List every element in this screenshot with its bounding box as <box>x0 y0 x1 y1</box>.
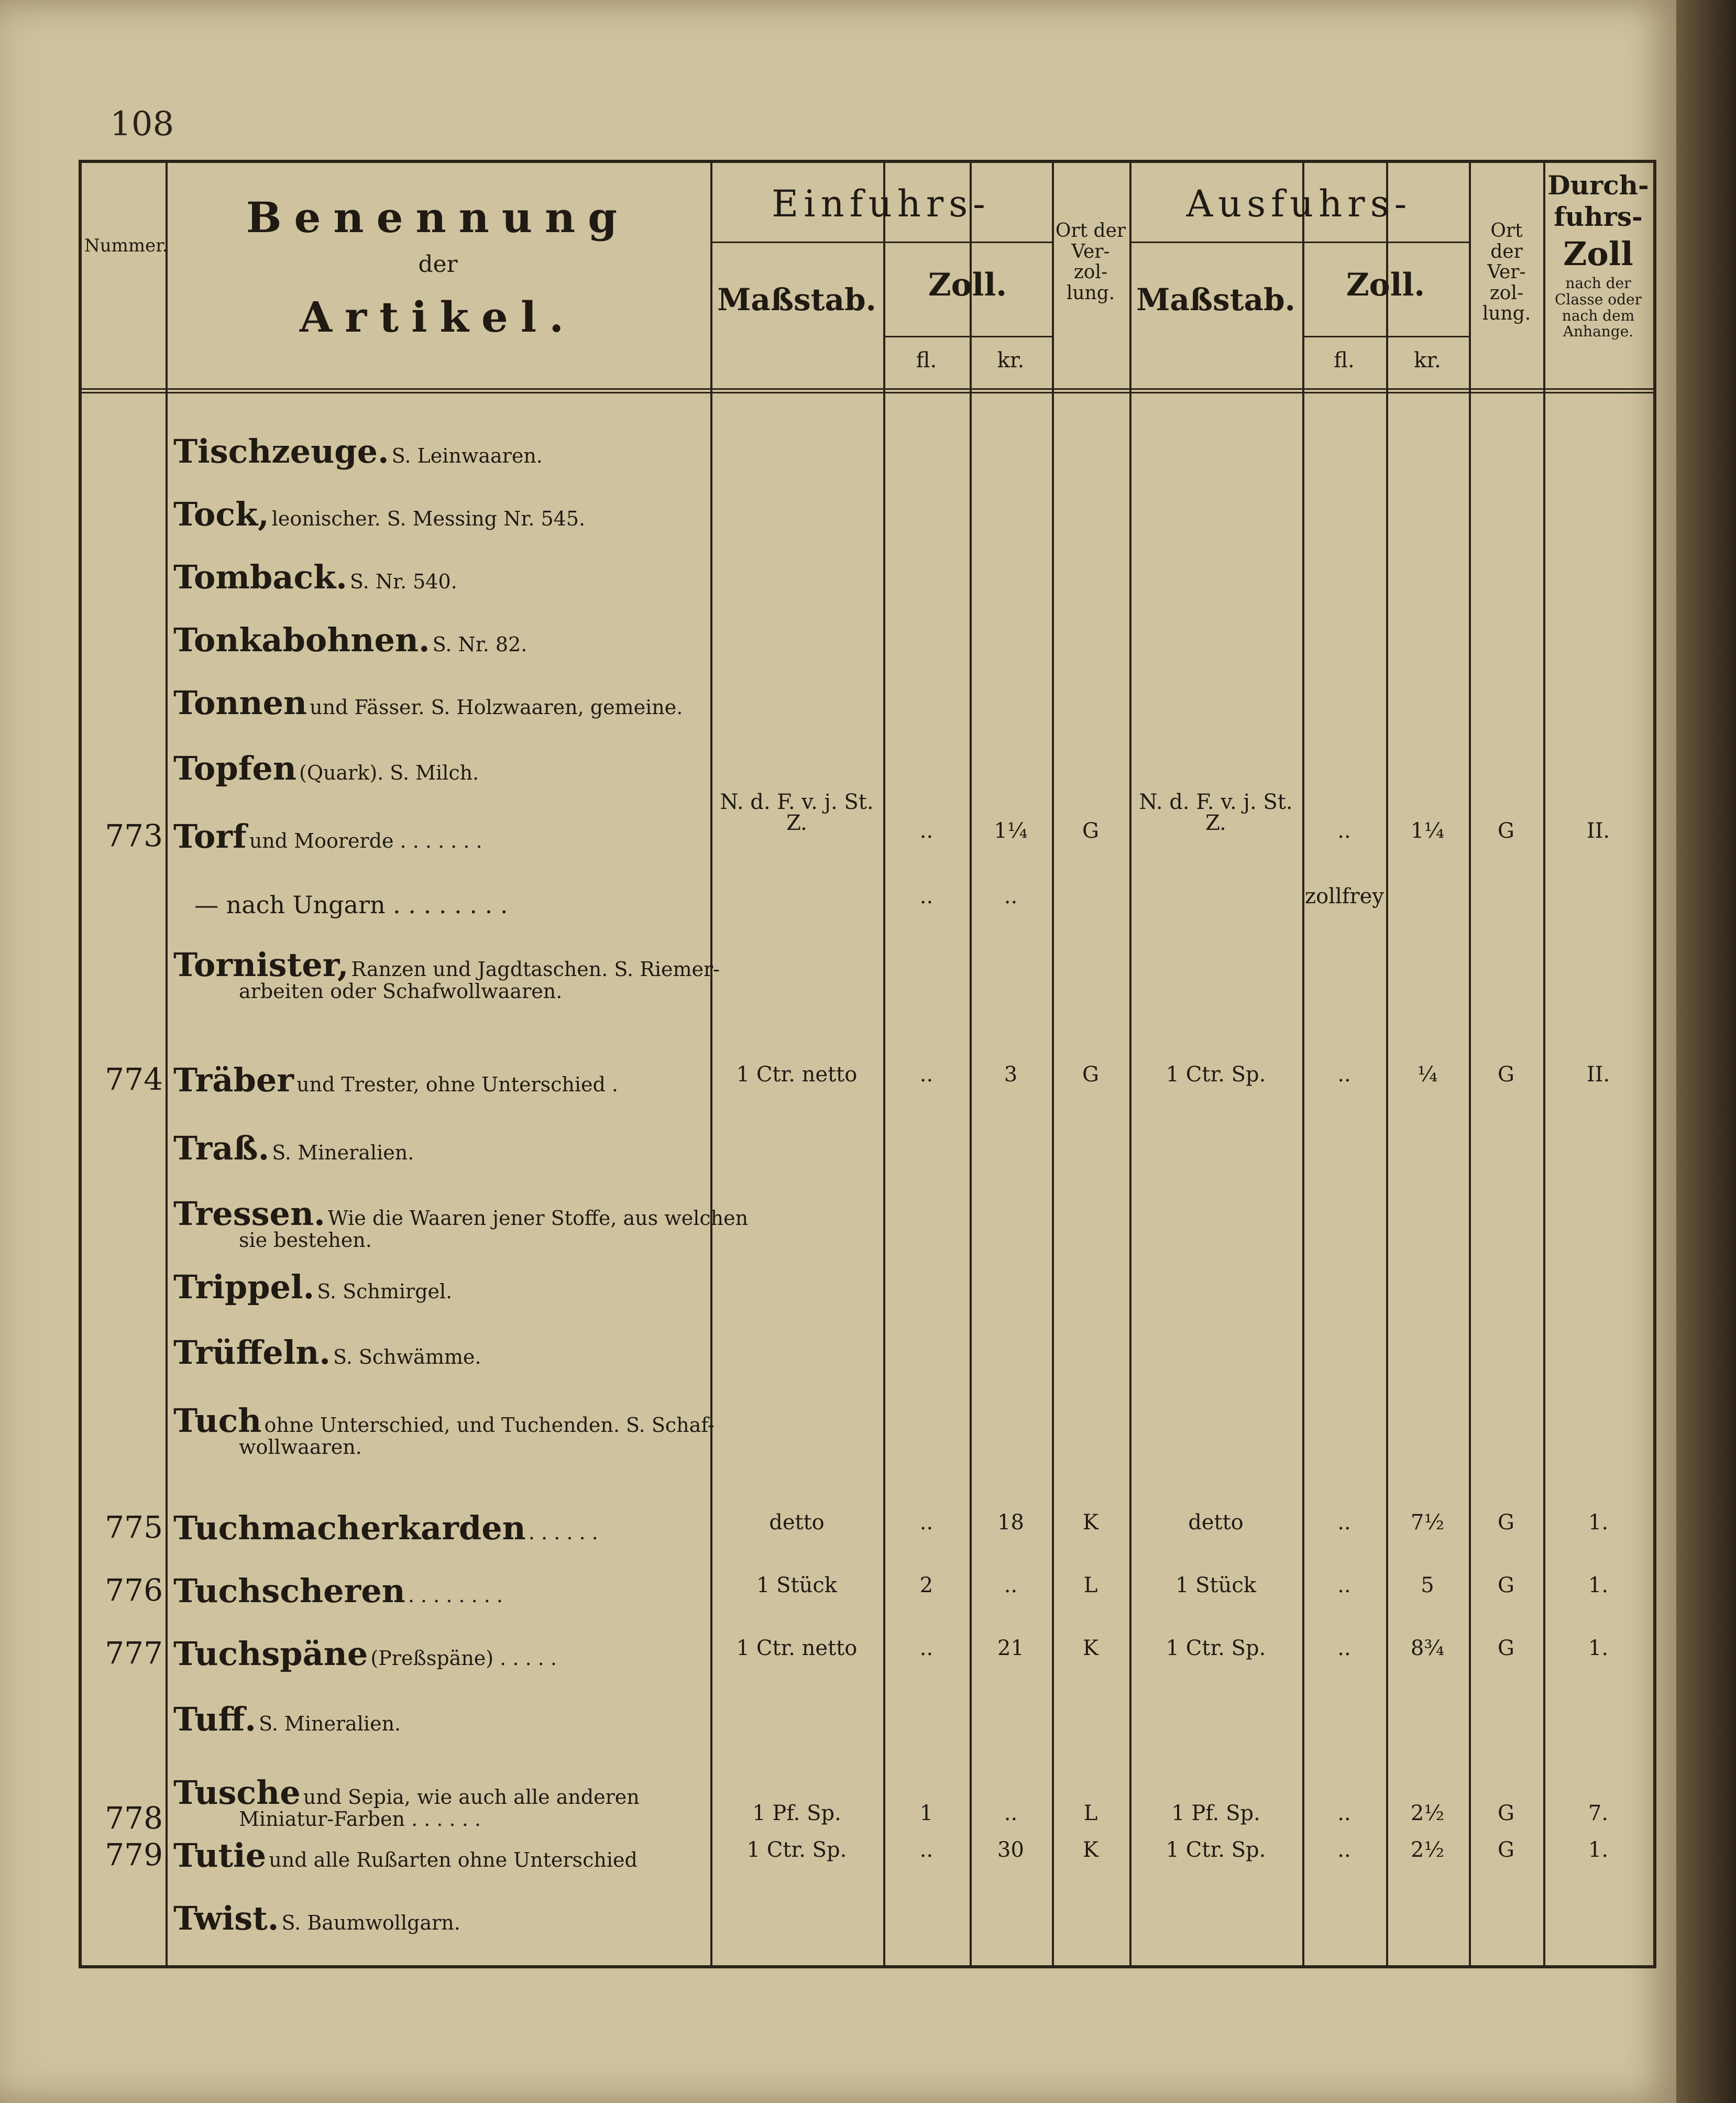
header-rule <box>1129 242 1469 243</box>
header-import-zoll: Zoll. <box>928 267 1007 303</box>
article-name: Tomback. <box>173 558 347 596</box>
article-cell <box>173 1899 702 1937</box>
col-line <box>1469 163 1471 1965</box>
ex-fl-cell: .. <box>1337 1573 1351 1597</box>
tariff-table <box>79 160 1656 1968</box>
article-note: (Quark). S. Milch. <box>299 761 479 784</box>
article-note: und Moorerde . . . . . . . <box>249 829 482 852</box>
header-export-ort: Ort der Ver- zol- lung. <box>1482 220 1531 325</box>
article-name: Trippel. <box>173 1268 315 1306</box>
article-name: Topfen <box>173 749 296 787</box>
num-cell: 774 <box>105 1061 163 1097</box>
header-export: Ausfuhrs- <box>1186 182 1412 225</box>
article-cell <box>173 432 702 470</box>
article-name: Träber <box>173 1061 294 1099</box>
ex-fl-cell: .. <box>1337 1838 1351 1862</box>
header-rule <box>1302 336 1469 337</box>
im-ort-cell: L <box>1083 1801 1098 1825</box>
header-name-line3: Artikel. <box>299 292 577 342</box>
article-note: S. Mineralien. <box>259 1712 401 1735</box>
im-kr-cell: 1¼ <box>994 819 1028 843</box>
article-note: und Fässer. S. Holzwaaren, gemeine. <box>310 696 683 719</box>
article-name: Tornister, <box>173 946 349 984</box>
article-name: Tuff. <box>173 1700 256 1738</box>
header-import-fl: fl. <box>916 348 937 373</box>
article-name: Tuch <box>173 1401 262 1440</box>
col-line <box>1052 163 1054 1965</box>
article-note: und Trester, ohne Unterschied . <box>296 1073 618 1096</box>
header-export-fl: fl. <box>1334 348 1355 373</box>
ex-mass-cell: 1 Ctr. Sp. <box>1166 1636 1266 1660</box>
col-line <box>166 163 168 1965</box>
col-line <box>970 163 972 1965</box>
article-cell <box>173 1268 702 1306</box>
article-note: S. Baumwollgarn. <box>281 1911 460 1934</box>
article-cell <box>173 1129 702 1167</box>
ex-ort-cell: G <box>1498 1801 1514 1825</box>
im-fl-cell: .. <box>919 819 933 843</box>
article-note: S. Leinwaaren. <box>391 444 543 467</box>
header-export-kr: kr. <box>1414 348 1441 373</box>
article-cell <box>173 1401 715 1440</box>
transit-cell: II. <box>1586 819 1610 843</box>
im-ort-cell: K <box>1083 1636 1098 1660</box>
header-export-massstab: Maßstab. <box>1136 282 1295 317</box>
ex-kr-cell: 1¼ <box>1410 819 1445 843</box>
article-name: Twist. <box>173 1899 279 1937</box>
ex-fl-cell: .. <box>1337 1063 1351 1087</box>
article-note: S. Schmirgel. <box>317 1280 453 1303</box>
header-import-ort: Ort der Ver- zol- lung. <box>1055 220 1126 304</box>
im-mass-cell: 1 Ctr. netto <box>736 1063 858 1087</box>
article-cell <box>173 621 702 659</box>
ex-ort-cell: G <box>1498 1838 1514 1862</box>
article-cell <box>173 1635 702 1673</box>
ex-ort-cell: G <box>1498 1573 1514 1597</box>
article-cell <box>173 749 702 787</box>
header-export-zoll: Zoll. <box>1346 267 1425 303</box>
col-line <box>1302 163 1304 1965</box>
article-name: Tuchscheren <box>173 1572 405 1610</box>
article-name: Tusche <box>173 1773 301 1812</box>
header-import-kr: kr. <box>997 348 1025 373</box>
im-fl-cell: .. <box>919 884 933 908</box>
im-kr-cell: 18 <box>997 1510 1024 1535</box>
col-line <box>1386 163 1388 1965</box>
num-cell: 775 <box>105 1509 163 1545</box>
article-note-continued: wollwaaren. <box>239 1436 362 1459</box>
ex-mass-cell: 1 Ctr. Sp. <box>1166 1063 1266 1087</box>
article-cell <box>173 684 702 722</box>
article-note: . . . . . . . . <box>408 1584 503 1607</box>
im-ort-cell: G <box>1082 819 1099 843</box>
article-note: ohne Unterschied, und Tuchenden. S. Schaf- <box>264 1414 715 1437</box>
article-cell <box>173 1061 702 1099</box>
ex-kr-cell: ¼ <box>1417 1063 1438 1087</box>
article-note: Ranzen und Jagdtaschen. S. Riemer- <box>351 958 720 981</box>
ex-kr-cell: 5 <box>1421 1573 1434 1597</box>
col-line <box>883 163 885 1965</box>
article-name: Tutie <box>173 1836 267 1875</box>
article-cell <box>173 495 702 533</box>
ex-kr-cell: 8¾ <box>1410 1636 1445 1660</box>
transit-cell: 7. <box>1588 1801 1609 1825</box>
article-note: und alle Rußarten ohne Unterschied <box>269 1848 638 1871</box>
ex-fl-cell: zollfrey <box>1305 884 1384 908</box>
ex-mass-cell: N. d. F. v. j. St. Z. <box>1139 790 1293 835</box>
header-name-line1: Benennung <box>246 193 630 242</box>
ex-mass-cell: 1 Stück <box>1175 1573 1257 1597</box>
im-kr-cell: 21 <box>997 1636 1024 1660</box>
article-name: Tischzeuge. <box>173 432 389 470</box>
article-name: Torf <box>173 817 247 856</box>
im-fl-cell: .. <box>919 1063 933 1087</box>
ex-kr-cell: 2½ <box>1410 1801 1445 1825</box>
article-note: . . . . . . <box>528 1521 598 1544</box>
header-name-line2: der <box>418 251 458 278</box>
article-note: S. Mineralien. <box>272 1141 414 1164</box>
article-name: Tonkabohnen. <box>173 621 430 659</box>
header-import: Einfuhrs- <box>772 182 991 225</box>
article-name: Tressen. <box>173 1195 325 1233</box>
header-import-massstab: Maßstab. <box>717 282 876 317</box>
article-name: Traß. <box>173 1129 270 1167</box>
header-rule <box>883 336 1052 337</box>
article-name: Tock, <box>173 495 269 533</box>
im-kr-cell: 30 <box>997 1838 1024 1862</box>
article-cell <box>173 1700 702 1738</box>
im-ort-cell: K <box>1083 1838 1098 1862</box>
article-note: und Sepia, wie auch alle anderen <box>303 1786 640 1809</box>
article-note: — nach Ungarn . . . . . . . . <box>194 891 508 919</box>
article-cell <box>173 558 702 596</box>
ex-fl-cell: .. <box>1337 1510 1351 1535</box>
article-note: S. Schwämme. <box>333 1345 481 1368</box>
im-fl-cell: .. <box>919 1510 933 1535</box>
im-kr-cell: .. <box>1004 884 1018 908</box>
ex-mass-cell: 1 Pf. Sp. <box>1171 1801 1260 1825</box>
page-number: 108 <box>110 105 174 144</box>
article-note: S. Nr. 540. <box>349 570 457 593</box>
ex-ort-cell: G <box>1498 1063 1514 1087</box>
article-note: (Preßspäne) . . . . . <box>370 1647 557 1670</box>
header-transit-note: nach der Classe oder nach dem Anhange. <box>1554 275 1642 341</box>
im-mass-cell: 1 Ctr. Sp. <box>746 1838 847 1862</box>
article-cell <box>173 1572 702 1610</box>
num-cell: 779 <box>105 1837 163 1872</box>
im-fl-cell: .. <box>919 1838 933 1862</box>
im-mass-cell: 1 Pf. Sp. <box>752 1801 841 1825</box>
ex-kr-cell: 7½ <box>1410 1510 1445 1535</box>
article-cell <box>173 1773 702 1812</box>
num-cell: 776 <box>105 1572 163 1608</box>
book-edge <box>1676 0 1736 2103</box>
article-note-continued: Miniatur-Farben . . . . . . <box>239 1808 481 1831</box>
article-cell <box>173 886 702 918</box>
col-line <box>710 163 712 1965</box>
transit-cell: 1. <box>1588 1636 1609 1660</box>
im-mass-cell: 1 Ctr. netto <box>736 1636 858 1660</box>
article-cell <box>173 946 720 984</box>
ex-ort-cell: G <box>1498 819 1514 843</box>
num-cell: 773 <box>105 818 163 853</box>
header-transit-line2: fuhrs- <box>1554 201 1643 232</box>
header-separator <box>82 388 1653 393</box>
num-cell: 777 <box>105 1635 163 1671</box>
im-fl-cell: 1 <box>919 1801 933 1825</box>
ex-kr-cell: 2½ <box>1410 1838 1445 1862</box>
article-cell <box>173 1836 702 1875</box>
ex-mass-cell: detto <box>1188 1510 1244 1535</box>
article-name: Tuchspäne <box>173 1635 368 1673</box>
article-name: Tonnen <box>173 684 307 722</box>
num-cell: 778 <box>105 1800 163 1836</box>
im-kr-cell: .. <box>1004 1573 1018 1597</box>
transit-cell: II. <box>1586 1063 1610 1087</box>
im-ort-cell: G <box>1082 1063 1099 1087</box>
im-fl-cell: .. <box>919 1636 933 1660</box>
article-cell <box>173 1333 702 1372</box>
col-line <box>1129 163 1131 1965</box>
im-ort-cell: K <box>1083 1510 1098 1535</box>
ex-ort-cell: G <box>1498 1636 1514 1660</box>
article-note-continued: sie bestehen. <box>239 1229 372 1252</box>
header-transit-line3: Zoll <box>1563 235 1633 273</box>
article-name: Trüffeln. <box>173 1333 331 1372</box>
im-ort-cell: L <box>1083 1573 1098 1597</box>
transit-cell: 1. <box>1588 1573 1609 1597</box>
article-note: Wie die Waaren jener Stoffe, aus welchen <box>327 1207 749 1230</box>
article-note: leonischer. S. Messing Nr. 545. <box>271 507 586 530</box>
col-line <box>1543 163 1545 1965</box>
header-rule <box>710 242 1052 243</box>
article-note-continued: arbeiten oder Schafwollwaaren. <box>239 980 563 1003</box>
im-mass-cell: 1 Stück <box>756 1573 838 1597</box>
im-mass-cell: detto <box>769 1510 825 1535</box>
transit-cell: 1. <box>1588 1838 1609 1862</box>
ex-fl-cell: .. <box>1337 1801 1351 1825</box>
article-cell <box>173 1195 749 1233</box>
im-kr-cell: .. <box>1004 1801 1018 1825</box>
header-number: Nummer. <box>84 235 168 256</box>
article-name: Tuchmacherkarden <box>173 1509 526 1547</box>
header-transit-line1: Durch- <box>1547 170 1649 201</box>
ex-fl-cell: .. <box>1337 1636 1351 1660</box>
transit-cell: 1. <box>1588 1510 1609 1535</box>
article-cell <box>173 1509 702 1547</box>
im-kr-cell: 3 <box>1004 1063 1018 1087</box>
ex-fl-cell: .. <box>1337 819 1351 843</box>
article-note: S. Nr. 82. <box>432 633 528 656</box>
ex-mass-cell: 1 Ctr. Sp. <box>1166 1838 1266 1862</box>
article-cell <box>173 817 702 856</box>
ex-ort-cell: G <box>1498 1510 1514 1535</box>
im-fl-cell: 2 <box>919 1573 933 1597</box>
im-mass-cell: N. d. F. v. j. St. Z. <box>720 790 874 835</box>
